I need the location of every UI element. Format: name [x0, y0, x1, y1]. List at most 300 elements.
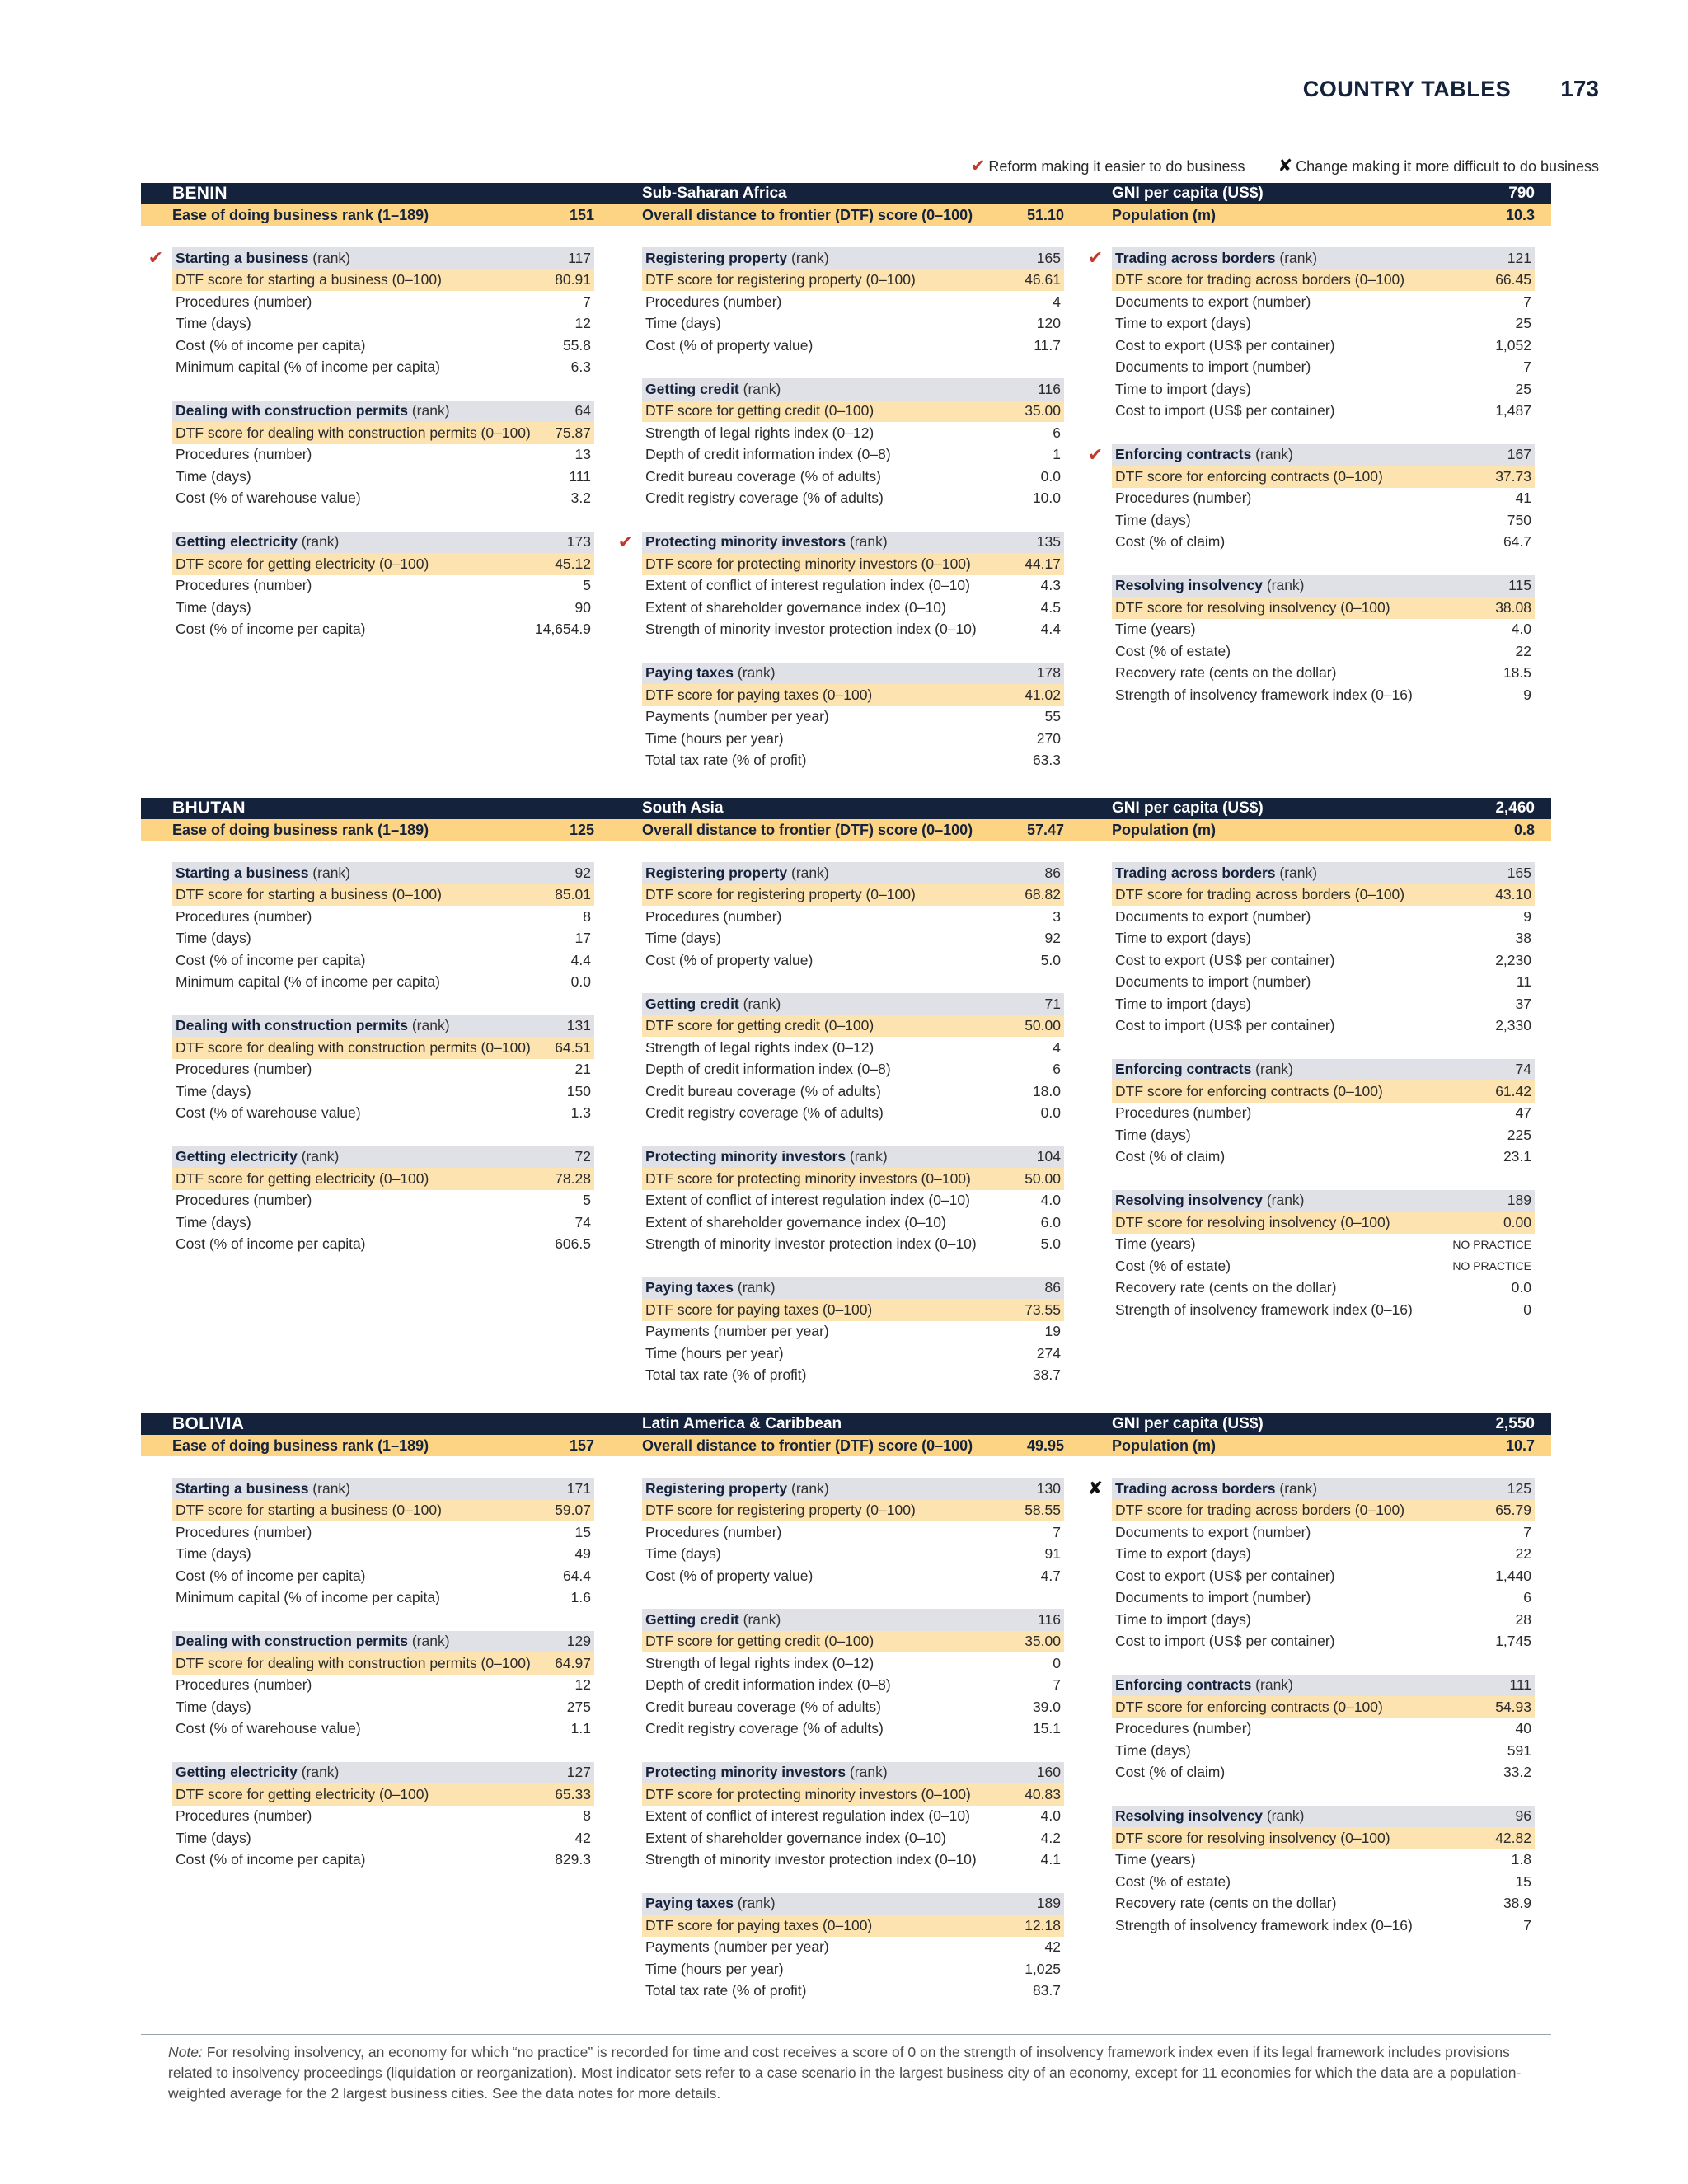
- indicator-row: [172, 1103, 594, 1125]
- indicator-value: 7: [1523, 359, 1531, 376]
- topic-header-row: [642, 378, 1064, 401]
- topic-suffix: (rank): [1275, 1479, 1318, 1497]
- indicator-topic: [172, 1146, 594, 1256]
- indicator-label: DTF score for registering property (0–100): [645, 886, 916, 903]
- indicator-value: 90: [574, 598, 591, 616]
- legend-reform-harder: [1278, 156, 1599, 176]
- gni-value: 790: [1508, 185, 1535, 202]
- topic-rank: 131: [566, 1017, 591, 1034]
- indicator-topic: [1112, 1059, 1535, 1169]
- dtf-score-row: [1112, 597, 1535, 619]
- indicator-row: [172, 1080, 594, 1103]
- country-header-band: [141, 1413, 1551, 1435]
- topic-name: Starting a business: [176, 249, 309, 266]
- indicator-row: [172, 928, 594, 950]
- topic-suffix: (rank): [734, 1895, 776, 1912]
- indicator-label: Procedures (number): [176, 577, 312, 594]
- ease-rank-label: Ease of doing business rank (1–189): [172, 206, 429, 223]
- topic-suffix: (rank): [1251, 1061, 1293, 1078]
- region-cell: [611, 183, 1081, 204]
- dtf-score-row: [172, 1783, 594, 1806]
- gni-value: 2,460: [1495, 799, 1535, 817]
- indicator-row: [642, 1980, 1064, 2003]
- topic-suffix: (rank): [738, 1610, 781, 1628]
- indicator-label: Minimum capital (% of income per capita): [176, 359, 440, 376]
- topic-title: [1115, 1676, 1293, 1694]
- indicator-label: Time (days): [176, 1082, 251, 1099]
- dtf-score-row: [172, 1500, 594, 1522]
- country-name-cell: [141, 1413, 611, 1435]
- gni-label: GNI per capita (US$): [1112, 799, 1264, 817]
- indicator-label: Strength of legal rights index (0–12): [645, 424, 874, 441]
- indicator-label: Cost (% of property value): [645, 336, 814, 354]
- indicator-value: 5: [583, 577, 591, 594]
- indicator-value: 64.51: [555, 1038, 591, 1056]
- indicator-value: 25: [1515, 315, 1531, 332]
- indicator-value: 111: [569, 467, 591, 485]
- country-name-cell: [141, 183, 611, 204]
- indicator-row: [1112, 684, 1535, 706]
- indicator-row: [1112, 509, 1535, 532]
- indicator-value: 38.9: [1503, 1895, 1531, 1912]
- indicator-label: Credit registry coverage (% of adults): [645, 490, 884, 507]
- population-label: Population (m): [1112, 821, 1216, 838]
- indicator-label: Procedures (number): [176, 446, 312, 463]
- indicator-label: Strength of minority investor protection index (0–10): [645, 621, 977, 638]
- indicator-label: DTF score for starting a business (0–100): [176, 886, 442, 903]
- indicator-value: 7: [1523, 1916, 1531, 1933]
- topic-title: [645, 533, 888, 551]
- topic-header-row: [642, 862, 1064, 884]
- indicator-row: [172, 575, 594, 598]
- indicator-value: 65.33: [555, 1785, 591, 1802]
- topic-title: [1115, 446, 1293, 463]
- topic-header-row: [642, 1609, 1064, 1631]
- indicator-value: 1,745: [1495, 1633, 1531, 1650]
- indicator-topic: [1112, 1190, 1535, 1321]
- indicator-value: 6.0: [1040, 1213, 1061, 1230]
- topic-rank: 129: [566, 1633, 591, 1650]
- indicator-label: Procedures (number): [645, 1523, 782, 1540]
- topic-name: Getting credit: [645, 380, 739, 397]
- gni-cell: [1081, 183, 1551, 204]
- indicator-label: DTF score for dealing with construction permits (0–100): [176, 424, 531, 441]
- indicator-row: [642, 1827, 1064, 1849]
- topic-name: Protecting minority investors: [645, 1148, 846, 1165]
- indicator-value: 46.61: [1025, 271, 1061, 288]
- topic-rank: 189: [1507, 1192, 1531, 1209]
- topic-header-row: [642, 663, 1064, 685]
- indicator-value: 54.93: [1495, 1698, 1531, 1715]
- topic-rank: 71: [1044, 995, 1061, 1012]
- indicator-label: Documents to export (number): [1115, 1523, 1311, 1540]
- topic-title: [1115, 865, 1317, 882]
- indicator-value: 120: [1036, 315, 1061, 332]
- indicator-value: 38: [1515, 930, 1531, 947]
- country-summary-band: [141, 204, 1551, 226]
- topic-name: Trading across borders: [1115, 864, 1276, 881]
- indicator-value: 1,487: [1495, 402, 1531, 419]
- indicator-label: Cost (% of estate): [1115, 1257, 1231, 1274]
- indicator-label: DTF score for trading across borders (0–100): [1115, 1502, 1405, 1519]
- indicator-row: [172, 1675, 594, 1697]
- indicator-value: 12: [574, 1676, 591, 1694]
- topic-title: [1115, 1192, 1305, 1209]
- indicator-label: Total tax rate (% of profit): [645, 1366, 807, 1384]
- indicator-columns: [141, 862, 1551, 1408]
- region-name: South Asia: [642, 799, 724, 817]
- indicator-topic: [642, 1762, 1064, 1872]
- indicator-row: [642, 1321, 1064, 1343]
- indicator-label: Payments (number per year): [645, 708, 829, 725]
- indicator-value: 11: [1516, 973, 1531, 991]
- topic-header-row: [1087, 443, 1535, 466]
- indicator-value: 225: [1507, 1126, 1531, 1143]
- indicator-value: 4.2: [1040, 1829, 1061, 1846]
- indicator-row: [172, 1190, 594, 1212]
- indicator-row: [642, 1521, 1064, 1544]
- indicator-label: Time (days): [176, 1698, 251, 1715]
- topic-name: Starting a business: [176, 1479, 309, 1497]
- indicator-column: [1081, 1478, 1551, 2024]
- dtf-score-row: [172, 1168, 594, 1190]
- indicator-label: Procedures (number): [176, 1192, 312, 1209]
- topic-header-row: [172, 532, 594, 554]
- indicator-value: 37.73: [1495, 467, 1531, 485]
- indicator-value: 12.18: [1025, 1916, 1061, 1933]
- topic-name: Starting a business: [176, 864, 309, 881]
- indicator-value: 39.0: [1032, 1698, 1061, 1715]
- topic-title: [645, 1279, 776, 1296]
- indicator-row: [1112, 1146, 1535, 1169]
- indicator-label: Cost (% of income per capita): [176, 951, 366, 968]
- indicator-row: [172, 1234, 594, 1256]
- indicator-label: DTF score for protecting minority investors (0–100): [645, 1785, 971, 1802]
- indicator-value: 68.82: [1025, 886, 1061, 903]
- indicator-value: 4.4: [570, 951, 591, 968]
- topic-rank: 121: [1507, 249, 1531, 266]
- indicator-value: 1,052: [1495, 336, 1531, 354]
- indicator-topic: [642, 1277, 1064, 1387]
- overall-dtf-cell: [611, 819, 1081, 841]
- indicator-value: 9: [1523, 907, 1531, 925]
- topic-rank: 167: [1507, 446, 1531, 463]
- population-value: 10.3: [1505, 206, 1535, 223]
- indicator-label: Credit bureau coverage (% of adults): [645, 467, 881, 485]
- dtf-score-row: [1112, 466, 1535, 488]
- indicator-value: NO PRACTICE: [1452, 1237, 1531, 1251]
- indicator-row: [1112, 1015, 1535, 1038]
- indicator-topic: [1087, 1478, 1535, 1652]
- indicator-label: Cost to export (US$ per container): [1115, 1567, 1335, 1584]
- population-value: 0.8: [1513, 821, 1535, 838]
- indicator-value: 38.08: [1495, 598, 1531, 616]
- indicator-label: Time (days): [176, 1829, 251, 1846]
- indicator-label: Time to export (days): [1115, 930, 1251, 947]
- indicator-row: [1112, 949, 1535, 972]
- topic-rank: 115: [1508, 577, 1531, 594]
- indicator-row: [1112, 291, 1535, 313]
- indicator-row: [1112, 1718, 1535, 1741]
- ease-rank-value: 157: [569, 1436, 594, 1454]
- indicator-value: 18.0: [1032, 1082, 1061, 1099]
- indicator-row: [642, 949, 1064, 972]
- page-number: 173: [1560, 76, 1599, 101]
- topic-rank: 171: [566, 1479, 591, 1497]
- indicator-row: [1112, 1762, 1535, 1784]
- indicator-value: 7: [1523, 1523, 1531, 1540]
- indicator-label: Cost to import (US$ per container): [1115, 1633, 1335, 1650]
- indicator-row: [1112, 972, 1535, 994]
- indicator-row: [1112, 1255, 1535, 1277]
- dtf-score-row: [642, 1015, 1064, 1038]
- topic-name: Getting credit: [645, 995, 739, 1012]
- indicator-row: [1112, 1915, 1535, 1937]
- indicator-label: Cost (% of estate): [1115, 1872, 1231, 1890]
- topic-header-row: [642, 1478, 1064, 1500]
- indicator-topic: [172, 1762, 594, 1872]
- indicator-value: 1: [1053, 446, 1061, 463]
- topic-rank: 165: [1036, 249, 1061, 266]
- indicator-label: Credit bureau coverage (% of adults): [645, 1082, 881, 1099]
- indicator-value: 0.00: [1503, 1213, 1531, 1230]
- indicator-value: 0.0: [1040, 1104, 1061, 1122]
- overall-dtf-cell: [611, 1435, 1081, 1456]
- indicator-value: 22: [1515, 642, 1531, 659]
- topic-name: Paying taxes: [645, 1279, 734, 1296]
- ease-rank-label: Ease of doing business rank (1–189): [172, 821, 429, 838]
- indicator-row: [1112, 1299, 1535, 1321]
- indicator-label: Time to export (days): [1115, 315, 1251, 332]
- indicator-column: [1081, 247, 1551, 794]
- topic-rank: 96: [1515, 1807, 1531, 1825]
- indicator-value: 15: [1515, 1872, 1531, 1890]
- indicator-label: DTF score for resolving insolvency (0–100): [1115, 598, 1390, 616]
- indicator-row: [172, 1827, 594, 1849]
- topic-suffix: (rank): [738, 995, 781, 1012]
- dtf-score-row: [642, 269, 1064, 292]
- topic-header-row: [642, 1762, 1064, 1784]
- indicator-label: Depth of credit information index (0–8): [645, 1061, 891, 1078]
- indicator-column: [611, 1478, 1081, 2024]
- indicator-value: 75.87: [555, 424, 591, 441]
- dtf-score-row: [172, 884, 594, 907]
- indicator-label: DTF score for paying taxes (0–100): [645, 1916, 873, 1933]
- indicator-label: Procedures (number): [176, 907, 312, 925]
- indicator-value: 6: [1523, 1589, 1531, 1606]
- topic-title: [176, 1764, 339, 1781]
- topic-rank: 178: [1036, 664, 1061, 682]
- indicator-value: 829.3: [555, 1851, 591, 1868]
- indicator-value: 80.91: [555, 271, 591, 288]
- indicator-label: Cost (% of income per capita): [176, 1851, 366, 1868]
- topic-header-row: [1112, 1806, 1535, 1828]
- overall-dtf-value: 51.10: [1026, 206, 1064, 223]
- indicator-label: DTF score for getting credit (0–100): [645, 402, 874, 419]
- indicator-value: 83.7: [1032, 1982, 1061, 1999]
- indicator-value: 4.1: [1040, 1851, 1061, 1868]
- indicator-label: DTF score for getting credit (0–100): [645, 1017, 874, 1034]
- topic-title: [645, 250, 829, 267]
- topic-name: Registering property: [645, 249, 788, 266]
- indicator-label: Documents to export (number): [1115, 907, 1311, 925]
- indicator-label: Cost (% of property value): [645, 951, 814, 968]
- page-header: [1236, 73, 1599, 105]
- topic-title: [1115, 577, 1305, 594]
- indicator-row: [642, 1958, 1064, 1980]
- indicator-value: 4.4: [1040, 621, 1061, 638]
- indicator-row: [1112, 1849, 1535, 1872]
- indicator-value: 22: [1515, 1545, 1531, 1563]
- indicator-value: 44.17: [1025, 555, 1061, 572]
- indicator-row: [1112, 532, 1535, 554]
- indicator-label: Payments (number per year): [645, 1938, 829, 1956]
- indicator-value: 1,440: [1495, 1567, 1531, 1584]
- indicator-label: Extent of conflict of interest regulation index (0–10): [645, 1192, 970, 1209]
- indicator-value: 85.01: [555, 886, 591, 903]
- indicator-column: [611, 862, 1081, 1408]
- indicator-value: 13: [574, 446, 591, 463]
- indicator-row: [172, 1696, 594, 1718]
- indicator-row: [1112, 335, 1535, 357]
- population-label: Population (m): [1112, 206, 1216, 223]
- topic-rank: 125: [1507, 1479, 1531, 1497]
- indicator-label: Time to import (days): [1115, 1610, 1251, 1628]
- topic-header-row: [172, 1478, 594, 1500]
- dtf-score-row: [642, 401, 1064, 423]
- indicator-row: [172, 1587, 594, 1610]
- topic-suffix: (rank): [734, 1279, 776, 1296]
- indicator-value: 1.1: [570, 1720, 591, 1737]
- indicator-topic: [148, 247, 594, 378]
- indicator-value: 19: [1044, 1323, 1061, 1340]
- indicator-row: [642, 597, 1064, 619]
- indicator-value: 25: [1515, 380, 1531, 397]
- indicator-value: 73.55: [1025, 1301, 1061, 1318]
- topic-name: Registering property: [645, 1479, 788, 1497]
- check-icon: ✔: [970, 156, 986, 176]
- indicator-value: 7: [583, 293, 591, 310]
- indicator-value: 64.4: [562, 1567, 591, 1584]
- indicator-value: 4.0: [1040, 1807, 1061, 1825]
- indicator-label: DTF score for getting electricity (0–100): [176, 1169, 429, 1187]
- overall-dtf-label: Overall distance to frontier (DTF) score (0–100): [642, 821, 973, 838]
- legend: [824, 153, 1599, 178]
- indicator-row: [642, 1234, 1064, 1256]
- ease-rank-cell: [141, 204, 611, 226]
- indicator-label: Strength of legal rights index (0–12): [645, 1038, 874, 1056]
- topic-suffix: (rank): [846, 1764, 888, 1781]
- indicator-value: 4: [1053, 293, 1061, 310]
- indicator-row: [642, 1806, 1064, 1828]
- dtf-score-row: [1112, 1696, 1535, 1718]
- indicator-label: Time (years): [1115, 1235, 1196, 1253]
- indicator-label: Cost (% of income per capita): [176, 1235, 366, 1253]
- indicator-value: 1,025: [1025, 1960, 1061, 1977]
- indicator-row: [172, 444, 594, 466]
- topic-name: Resolving insolvency: [1115, 577, 1263, 594]
- overall-dtf-label: Overall distance to frontier (DTF) score (0–100): [642, 1436, 973, 1454]
- ease-rank-cell: [141, 819, 611, 841]
- dtf-score-row: [642, 684, 1064, 706]
- indicator-column: [141, 862, 611, 1408]
- indicator-value: 150: [566, 1082, 591, 1099]
- indicator-label: Extent of conflict of interest regulation index (0–10): [645, 1807, 970, 1825]
- topic-name: Dealing with construction permits: [176, 402, 408, 419]
- indicator-row: [1112, 1740, 1535, 1762]
- indicator-row: [642, 444, 1064, 466]
- indicator-label: Depth of credit information index (0–8): [645, 1676, 891, 1694]
- indicator-label: Documents to export (number): [1115, 293, 1311, 310]
- topic-name: Resolving insolvency: [1115, 1192, 1263, 1209]
- indicator-row: [1112, 906, 1535, 928]
- dtf-score-row: [1112, 269, 1535, 292]
- dtf-score-row: [1112, 1500, 1535, 1522]
- indicator-value: 0: [1523, 1301, 1531, 1318]
- topic-suffix: (rank): [1275, 249, 1318, 266]
- indicator-topic: [1112, 575, 1535, 706]
- topic-title: [176, 1148, 339, 1165]
- indicator-row: [172, 291, 594, 313]
- indicator-value: 41: [1515, 490, 1531, 507]
- legend-reform-harder-label: Change making it more difficult to do business: [1296, 157, 1599, 175]
- indicator-label: DTF score for trading across borders (0–100): [1115, 886, 1405, 903]
- indicator-row: [1112, 488, 1535, 510]
- indicator-value: 61.42: [1495, 1082, 1531, 1099]
- indicator-row: [1112, 1544, 1535, 1566]
- indicator-value: 74: [574, 1213, 591, 1230]
- indicator-label: Cost (% of warehouse value): [176, 490, 361, 507]
- indicator-row: [1112, 928, 1535, 950]
- indicator-value: 59.07: [555, 1502, 591, 1519]
- indicator-label: Time (days): [176, 315, 251, 332]
- indicator-row: [642, 750, 1064, 772]
- indicator-label: Minimum capital (% of income per capita): [176, 1589, 440, 1606]
- indicator-value: 40.83: [1025, 1785, 1061, 1802]
- note-divider: [141, 2034, 1551, 2035]
- indicator-label: Time to import (days): [1115, 380, 1251, 397]
- topic-suffix: (rank): [407, 402, 450, 419]
- topic-header-row: [642, 1146, 1064, 1169]
- indicator-row: [172, 619, 594, 641]
- topic-header-row: [642, 247, 1064, 269]
- ease-rank-cell: [141, 1435, 611, 1456]
- topic-rank: 74: [1515, 1061, 1531, 1078]
- check-icon: ✔: [148, 247, 164, 269]
- indicator-label: Procedures (number): [645, 907, 782, 925]
- indicator-topic: [642, 1893, 1064, 2003]
- topic-header-row: [172, 1146, 594, 1169]
- indicator-value: 4.7: [1040, 1567, 1061, 1584]
- indicator-value: 750: [1507, 511, 1531, 528]
- indicator-label: Extent of shareholder governance index (0–10): [645, 1829, 946, 1846]
- indicator-value: 3.2: [570, 490, 591, 507]
- indicator-label: Strength of insolvency framework index (0–16): [1115, 1916, 1413, 1933]
- indicator-label: DTF score for dealing with construction permits (0–100): [176, 1038, 531, 1056]
- indicator-value: 9: [1523, 686, 1531, 703]
- topic-suffix: (rank): [308, 1479, 350, 1497]
- indicator-row: [642, 1059, 1064, 1081]
- indicator-label: DTF score for paying taxes (0–100): [645, 686, 873, 703]
- indicator-row: [172, 335, 594, 357]
- indicator-row: [642, 728, 1064, 750]
- indicator-label: DTF score for getting electricity (0–100): [176, 555, 429, 572]
- indicator-label: Credit registry coverage (% of adults): [645, 1104, 884, 1122]
- indicator-row: [172, 357, 594, 379]
- indicator-value: 65.79: [1495, 1502, 1531, 1519]
- topic-title: [176, 402, 450, 419]
- legend-reform-easier: [971, 156, 1245, 176]
